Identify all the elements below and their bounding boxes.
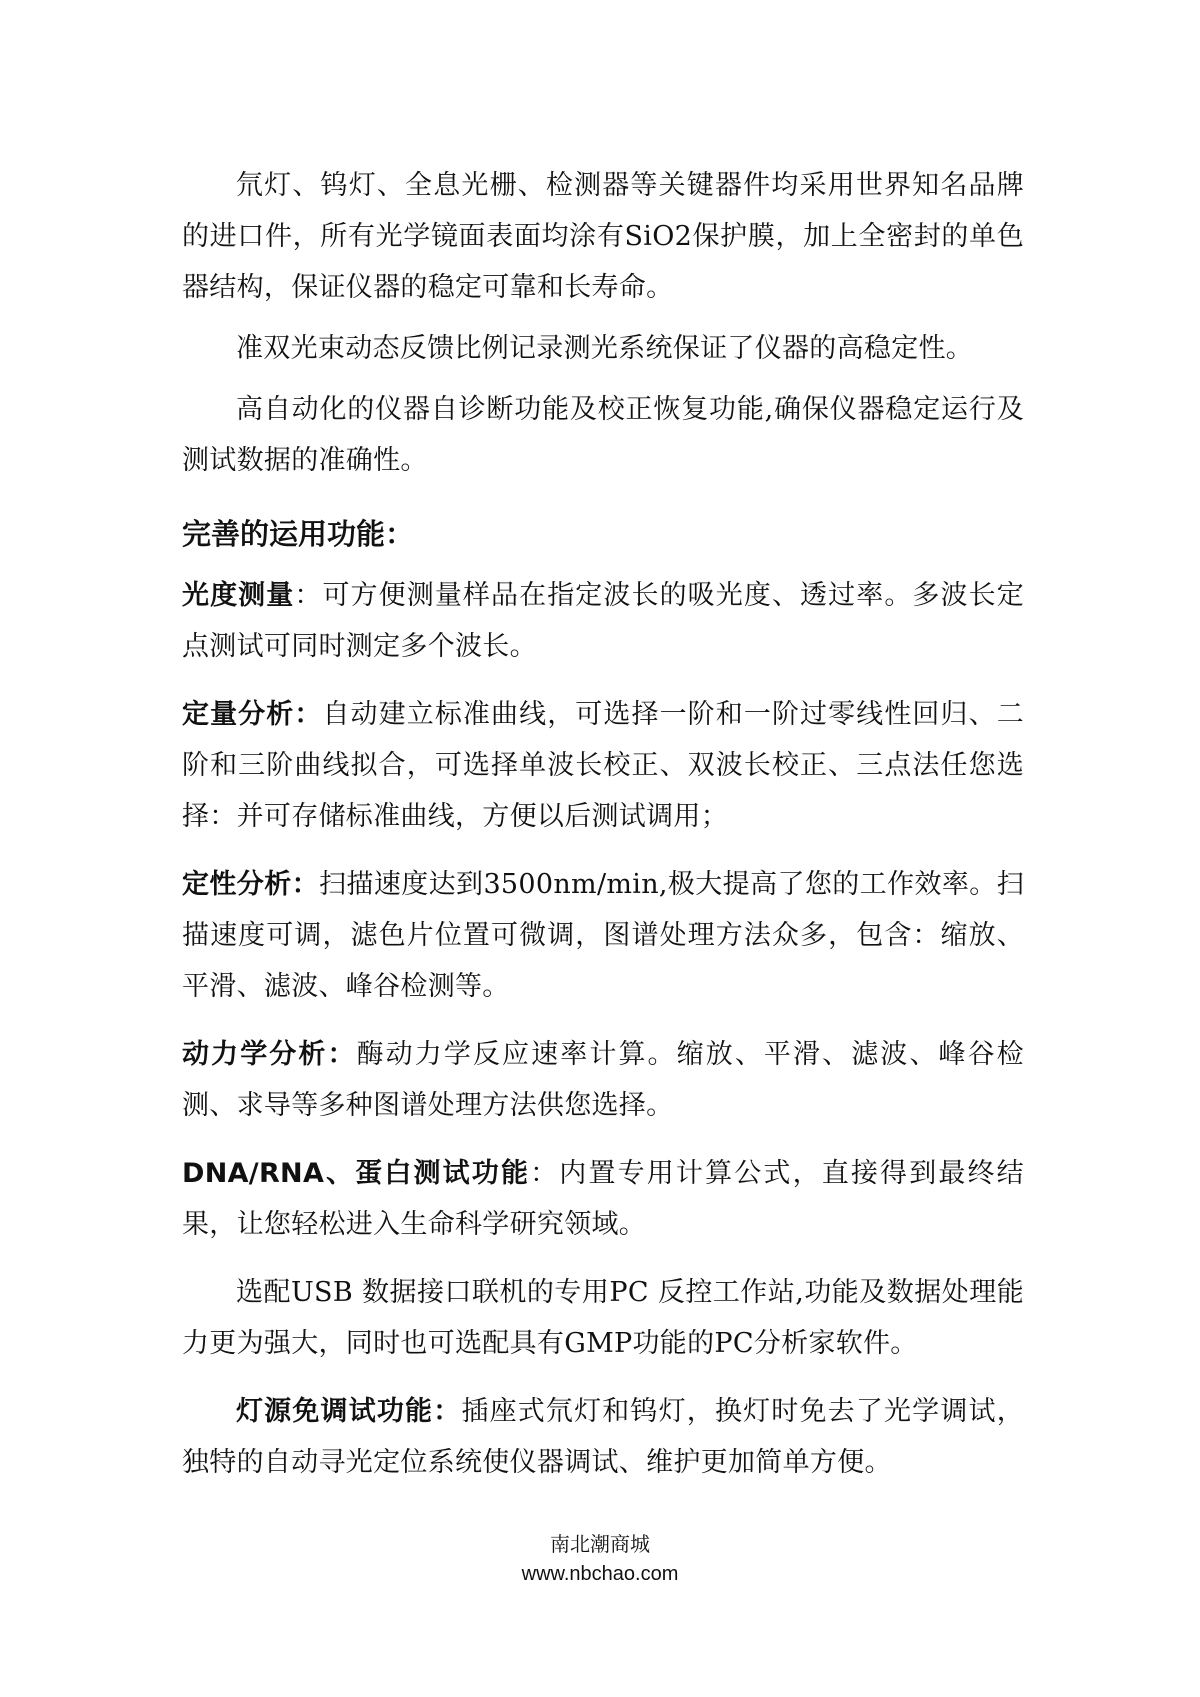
feature-separator: ： [294,580,323,611]
feature-text: 可方便测量样品在指定波长的吸光度、透过率。多波长定点测试可同时测定多个波长。 [182,580,1024,662]
feature-text: 扫描速度达到3500nm/min,极大提高了您的工作效率。扫描速度可调，滤色片位置可微调，图谱处理方法众多，包含：缩放、平滑、滤波、峰谷检测等。 [182,869,1025,1002]
feature-quantitative [182,689,1024,842]
feature-kinetics [182,1029,1024,1131]
feature-text: 自动建立标准曲线，可选择一阶和一阶过零线性回归、二阶和三阶曲线拟合，可选择单波长校正、双波长校正、三点法任您选择：并可存储标准曲线，方便以后测试调用； [182,699,1025,832]
footer-url[interactable]: www.nbchao.com [521,1563,679,1585]
document-body [182,160,1024,1488]
feature-term: 定量分析： [182,699,323,730]
intro-paragraph-double-beam: 准双光束动态反馈比例记录测光系统保证了仪器的高稳定性。 [236,333,974,364]
feature-qualitative [182,859,1024,1012]
feature-text: 插座式氘灯和钨灯，换灯时免去了光学调试，独特的自动寻光定位系统使仪器调试、维护更加简单方便。 [182,1396,1024,1478]
feature-term: 光度测量 [182,580,295,611]
feature-lamp [182,1386,1024,1488]
page-footer [0,1531,1200,1589]
feature-photometric [182,570,1024,672]
feature-term: 定性分析： [182,869,320,900]
feature-term: 灯源免调试功能： [236,1396,462,1427]
feature-dna-rna-protein [182,1148,1024,1250]
footer-site-name: 南北潮商城 [550,1534,650,1556]
feature-term: 动力学分析： [182,1039,357,1070]
feature-separator: ： [530,1158,560,1189]
feature-term: DNA/RNA、蛋白测试功能 [182,1158,531,1189]
section-heading: 完善的运用功能： [182,517,415,551]
usb-paragraph: 选配USB 数据接口联机的专用PC 反控工作站,功能及数据处理能力更为强大，同时也可选配具有GMP功能的PC分析家软件。 [182,1277,1024,1359]
feature-text: 内置专用计算公式，直接得到最终结果，让您轻松进入生命科学研究领域。 [182,1158,1024,1240]
feature-text: 酶动力学反应速率计算。缩放、平滑、滤波、峰谷检测、求导等多种图谱处理方法供您选择。 [182,1039,1024,1121]
intro-paragraph-self-diagnosis: 高自动化的仪器自诊断功能及校正恢复功能,确保仪器稳定运行及测试数据的准确性。 [182,394,1024,476]
intro-paragraph-components: 氘灯、钨灯、全息光栅、检测器等关键器件均采用世界知名品牌的进口件，所有光学镜面表面均涂有SiO2保护膜，加上全密封的单色器结构，保证仪器的稳定可靠和长寿命。 [182,170,1024,303]
